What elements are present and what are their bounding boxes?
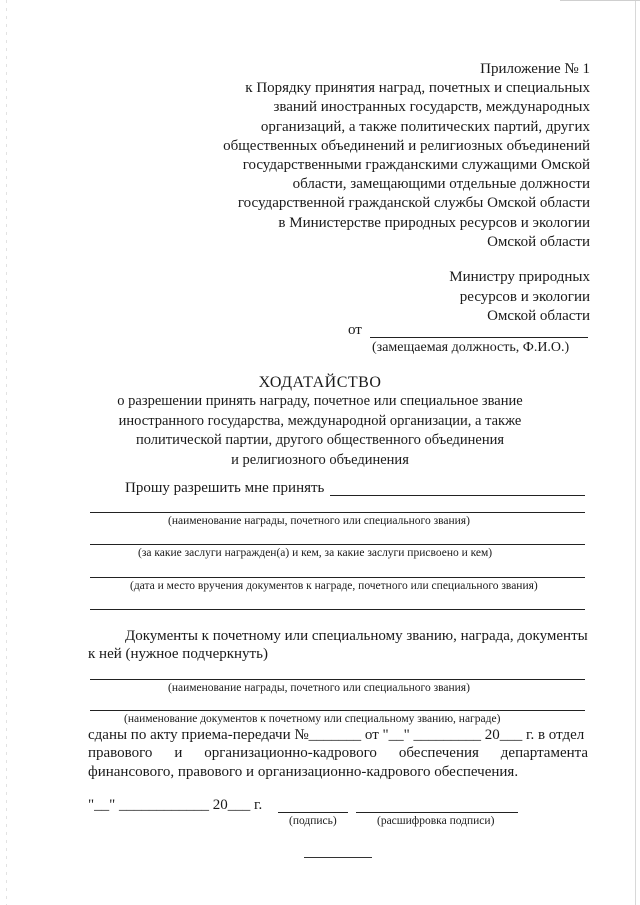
caption-documents: (наименование документов к почетному или специальному званию, награде) — [124, 713, 501, 725]
handed-over-line: сданы по акту приема-передачи №_______ от "__" _________ 20___ г. в отдел — [88, 727, 585, 743]
caption-award-name-2: (наименование награды, почетного или специального звания) — [168, 682, 470, 694]
subtitle-line: о разрешении принять награду, почетное или специальное звание — [117, 393, 523, 409]
caption-signature: (подпись) — [289, 815, 337, 827]
word: обеспечения — [398, 745, 479, 761]
word: департамента — [500, 745, 589, 761]
request-text: Прошу разрешить мне принять — [125, 480, 325, 496]
department-last-line: финансового, правового и организационно-кадрового обеспечения. — [88, 764, 519, 780]
documents-fill-line[interactable] — [90, 710, 585, 711]
addressee-line: Министру природных — [449, 269, 590, 285]
department-words-line — [88, 745, 588, 762]
scan-edge-top — [560, 0, 640, 1]
document-subtitle — [0, 392, 640, 470]
annex-line: Приложение № 1 — [480, 61, 590, 77]
from-caption: (замещаемая должность, Ф.И.О.) — [372, 340, 570, 355]
separator-line — [304, 857, 372, 858]
caption-merits: (за какие заслуги награжден(а) и кем, за какие заслуги присвоено и кем) — [138, 547, 493, 559]
addressee-line: ресурсов и экологии — [459, 288, 590, 305]
signature-decode-fill-line[interactable] — [356, 812, 518, 813]
addressee-block — [449, 268, 590, 327]
annex-line: области, замещающими отдельные должности — [292, 176, 590, 193]
annex-line: государственной гражданской службы Омской области — [237, 195, 590, 212]
caption-signature-decode: (расшифровка подписи) — [377, 815, 495, 827]
annex-line: званий иностранных государств, международных — [273, 99, 590, 116]
word: правового — [88, 745, 153, 761]
from-fill-line[interactable] — [370, 337, 588, 338]
documents-text-line-2: к ней (нужное подчеркнуть) — [88, 646, 268, 662]
documents-text-line-1: Документы к почетному или специальному званию, награда, документы — [125, 628, 588, 644]
merits-fill-line[interactable] — [90, 544, 585, 545]
annex-line: в Министерстве природных ресурсов и экологии — [278, 214, 590, 231]
annex-line: к Порядку принятия наград, почетных и специальных — [245, 80, 590, 97]
date-place-fill-line[interactable] — [90, 577, 585, 578]
award-name-fill-line-3[interactable] — [90, 679, 585, 680]
annex-line: организаций, а также политических партий, других — [260, 118, 590, 135]
document-title: ХОДАТАЙСТВО — [258, 374, 382, 391]
award-name-fill-line[interactable] — [330, 495, 585, 496]
word: организационно-кадрового — [204, 745, 377, 761]
signature-date: "__" ____________ 20___ г. — [88, 797, 263, 813]
award-name-fill-line-2[interactable] — [90, 512, 585, 513]
word: и — [174, 745, 183, 761]
caption-award-name: (наименование награды, почетного или специального звания) — [168, 515, 470, 527]
date-place-fill-line-2[interactable] — [90, 609, 585, 610]
caption-date-place: (дата и место вручения документов к награде, почетного или специального звания) — [130, 580, 538, 592]
subtitle-line: иностранного государства, международной организации, а также — [118, 412, 522, 429]
annex-header — [223, 60, 590, 252]
from-label: от — [348, 322, 362, 338]
annex-line: государственными гражданскими служащими Омской — [242, 157, 590, 174]
signature-fill-line[interactable] — [278, 812, 348, 813]
subtitle-line: и религиозного объединения — [231, 451, 409, 468]
subtitle-line: политической партии, другого общественного объединения — [135, 432, 505, 448]
addressee-line: Омской области — [487, 308, 590, 324]
annex-line: общественных объединений и религиозных объединений — [223, 137, 590, 154]
annex-line: Омской области — [487, 233, 590, 250]
